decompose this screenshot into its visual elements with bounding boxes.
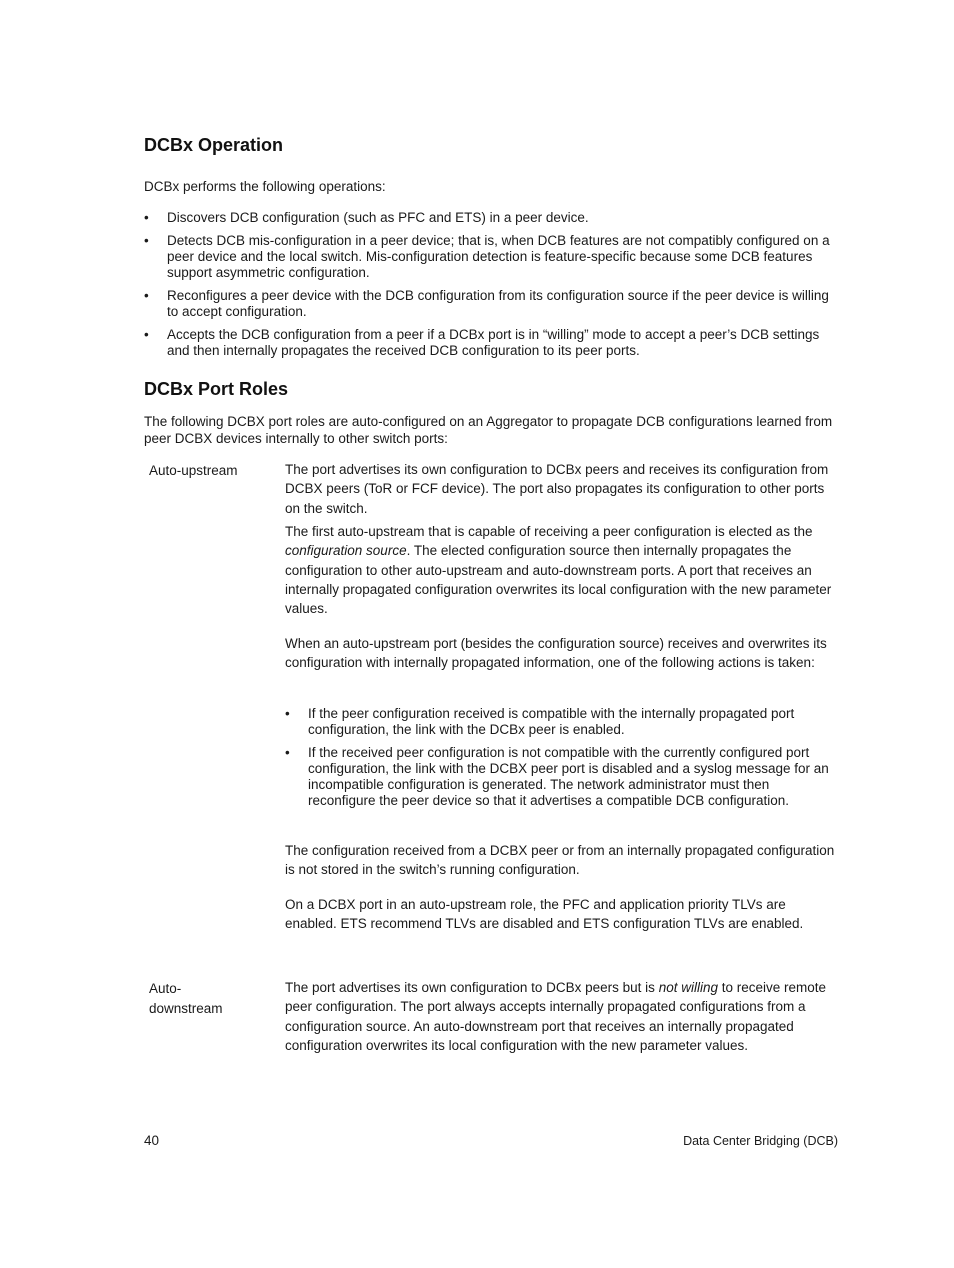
downstream-desc-end: to receive remote peer configuration. The port always accepts internally propagated configurations from a configuration source. An auto-downstream port that receives an internally propagated configuration overwrites its local configuration with the new parameter values. xyxy=(285,980,827,1053)
upstream-desc-2 xyxy=(285,522,837,618)
term-auto-downstream xyxy=(149,979,269,1018)
heading-dcbx-operation: DCBx Operation xyxy=(144,135,284,155)
not-willing-term: not willing xyxy=(658,980,718,995)
term-auto-downstream-line2: downstream xyxy=(149,1000,223,1016)
configuration-source-term: configuration source xyxy=(285,543,407,559)
list-item: • Discovers DCB configuration (such as PFC and ETS) in a peer device. xyxy=(144,210,838,226)
heading-dcbx-port-roles: DCBx Port Roles xyxy=(144,379,289,399)
port-roles-intro: The following DCBX port roles are auto-configured on an Aggregator to propagate DCB configurations learned from peer DCBX devices internally to other switch ports: xyxy=(144,414,833,446)
upstream-desc-1: The port advertises its own configuration to DCBx peers and receives its configuration from DCBX peers (ToR or FCF device). The port also propagates its configuration to other ports on the switch. xyxy=(285,462,829,516)
list-item: • If the peer configuration received is compatible with the internally propagated port configuration, the link with the DCBx peer is enabled. xyxy=(285,706,837,738)
page-number: 40 xyxy=(144,1133,160,1148)
operation-intro: DCBx performs the following operations: xyxy=(144,179,386,194)
list-item: • Reconfigures a peer device with the DCB configuration from its configuration source if the peer device is willing to accept configuration. xyxy=(144,288,838,320)
operation-bullet-list xyxy=(144,210,838,366)
upstream-desc-5: On a DCBX port in an auto-upstream role, the PFC and application priority TLVs are enabled. ETS recommend TLVs are disabled and ETS configuration TLVs are enabled. xyxy=(285,897,804,932)
downstream-desc xyxy=(285,978,837,1055)
upstream-desc-2-end: . The elected configuration source then internally propagates the configuration to other auto-upstream and auto-downstream ports. A port that receives an internally propagated configuration overwrites its local configuration with the new parameter values. xyxy=(285,543,832,617)
upstream-desc-4: The configuration received from a DCBX peer or from an internally propagated configuration is not stored in the switch’s running configuration. xyxy=(285,843,835,878)
list-item: • Detects DCB mis-configuration in a peer device; that is, when DCB features are not compatibly configured on a peer device and the local switch. Mis-configuration detection is feature-specific because some DCB features support asymmetric configuration. xyxy=(144,233,838,281)
term-auto-upstream: Auto-upstream xyxy=(149,463,238,478)
list-item: • Accepts the DCB configuration from a peer if a DCBx port is in “willing” mode to accept a peer’s DCB settings and then internally propagates the received DCB configuration to its peer ports. xyxy=(144,327,838,359)
list-item: • If the received peer configuration is not compatible with the currently configured port configuration, the link with the DCBX peer port is disabled and a syslog message for an incompatible configuration is generated. The network administrator must then reconfigure the peer device so that it advertises a compatible DCB configuration. xyxy=(285,745,837,809)
chapter-title: Data Center Bridging (DCB) xyxy=(683,1134,838,1148)
upstream-desc-2-start: The first auto-upstream that is capable of receiving a peer configuration is elected as the xyxy=(285,524,813,539)
upstream-actions-list xyxy=(285,706,837,816)
upstream-desc-3: When an auto-upstream port (besides the configuration source) receives and overwrites its configuration with internally propagated information, one of the following actions is taken: xyxy=(285,636,827,671)
term-auto-downstream-line1: Auto- xyxy=(149,981,182,996)
downstream-desc-start: The port advertises its own configuration to DCBx peers but is xyxy=(285,980,659,995)
